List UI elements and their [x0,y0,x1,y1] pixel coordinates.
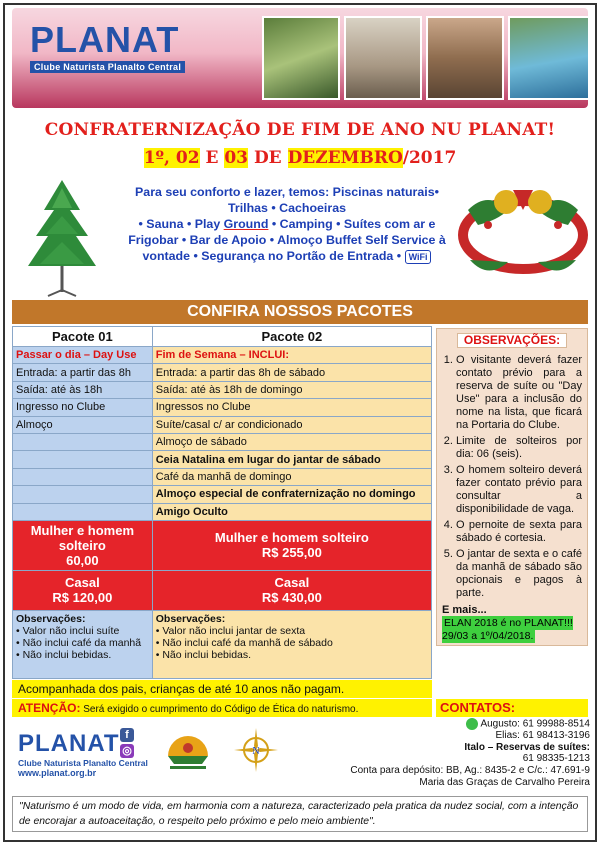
p1-single-price [13,520,153,570]
contact-italo-phone: 61 98335-1213 [522,753,590,765]
date-month: DEZEMBRO [287,148,403,168]
p2-cell: Almoço de sábado [152,433,431,450]
contact-elias: Elias: 61 98413-3196 [495,730,590,742]
list-item: 3. O homem solteiro deverá fazer contato prévio para consultar a disponibilidade de vaga. [456,464,582,516]
photo-waterfall [262,16,340,100]
list-item: 2. Limite de solteiros por dia: 06 (seis). [456,435,582,461]
e-mais-label: E mais... [442,604,487,616]
p1-cell: Saída: até às 18h [13,381,153,398]
atencao-note [12,699,432,717]
facebook-icon[interactable]: f [120,728,134,742]
p1-cell [13,486,153,503]
augusto-phone: Augusto: 61 99988-8514 [480,718,590,730]
naturism-quote: "Naturismo é um modo de vida, em harmonia com a natureza, caracterizado pela pratica da nudez social, com a intenção de encorajar a autoaceitação, o respeito pelo próximo e pelo meio ambiente". [12,796,588,832]
social-icons [120,728,134,758]
p2-cell: Saída: até às 18h de domingo [152,381,431,398]
logo-text: PLANAT [30,19,180,60]
p2-cell: Café da manhã de domingo [152,468,431,485]
christmas-ornaments-icon [458,180,588,285]
date-of: DE [253,148,282,168]
p1-casal-price [13,570,153,610]
elan-highlight: ELAN 2018 é no PLANAT!!! 29/03 a 1º/04/2018. [442,617,573,642]
table-row [13,503,432,520]
p2-cell: Almoço especial de confraternização no domingo [152,486,431,503]
p2-observations [152,610,431,678]
casal-price-value: R$ 430,00 [261,590,322,606]
contacts-block [350,718,590,788]
p1-cell [13,468,153,485]
amenities-line3a: • Sauna • Play [138,217,224,231]
fbn-logo-icon [162,728,214,774]
p1-cell: Almoço [13,416,153,433]
p2-cell: Amigo Oculto [152,503,431,520]
single-price-value: 60,00 [66,552,99,568]
packages-table [12,326,432,679]
contact-italo: Italo – Reservas de suítes: [464,741,590,753]
casal-label: Casal [65,575,100,591]
amenities-items: • Trilhas • Cachoeiras [228,185,439,215]
footer-logo-sub: Clube Naturista Planalto Central [18,758,148,768]
table-row [13,347,432,364]
p2-casal-price [152,570,431,610]
package-2-header: Pacote 02 [152,327,431,347]
footer-logo-text: PLANAT [18,730,120,757]
table-row [13,451,432,468]
amenities-intro: Para seu conforto e lazer, temos: Piscinas naturais [135,185,435,199]
date-days-1: 1º, 02 [143,148,200,168]
p2-cell: Ingressos no Clube [152,399,431,416]
table-row [13,364,432,381]
table-row [13,486,432,503]
p1-cell: Ingresso no Clube [13,399,153,416]
contact-augusto [350,718,590,730]
planat-logo [30,19,185,73]
p2-cell: Ceia Natalina em lugar do jantar de sábado [152,451,431,468]
table-row [13,433,432,450]
table-row [13,381,432,398]
inf-logo-icon [232,726,280,774]
account-holder: Maria das Graças de Carvalho Pereira [419,776,590,788]
casal-price-value: R$ 120,00 [52,590,113,606]
date-and: E [205,148,219,168]
single-label: Mulher e homem solteiro [30,522,135,553]
table-row [13,416,432,433]
casal-label: Casal [274,575,310,591]
p1-cell [13,433,153,450]
date-year: /2017 [402,148,457,168]
list-item: • Valor não inclui jantar de sexta [156,625,428,637]
package-1-header: Pacote 01 [13,327,153,347]
p1-cell [13,503,153,520]
list-item: • Não inclui café da manhã de sábado [156,637,428,649]
deposit-account: Conta para depósito: BB, Ag.: 8435-2 e C/c.: 47.691-9 [350,765,590,777]
atencao-label: ATENÇÃO: [18,701,81,715]
event-title: CONFRATERNIZAÇÃO DE FIM DE ANO NU PLANAT! [44,120,556,140]
list-item: • Não inclui café da manhã [16,637,149,649]
obs-label: Observações: [16,612,86,625]
svg-text:N: N [252,746,260,757]
obs-label: Observações: [155,612,226,625]
p2-cell: Fim de Semana – INCLUI: [152,347,431,364]
amenities-line3b: • Camping • Suítes com ar e Frigobar • Bar de Apoio • Almoço Buffet Self Service à vontade • Segurança no Portão de Entrada • [128,217,446,263]
obs-row [13,610,432,678]
observations-title: OBSERVAÇÕES: [457,333,567,348]
p2-cell: Entrada: a partir das 8h de sábado [152,364,431,381]
date-days-2: 03 [224,148,249,168]
p2-cell: Suíte/casal c/ ar condicionado [152,416,431,433]
contatos-title: CONTATOS: [436,699,588,717]
single-price-value: R$ 255,00 [261,545,322,561]
list-item: • Valor não inclui suíte [16,625,149,637]
photo-restaurant [426,16,504,100]
amenities-playground: Ground [223,217,269,231]
website-link[interactable]: www.planat.org.br [18,768,97,778]
photo-suite [344,16,422,100]
photo-pool [508,16,588,100]
logo-subtitle: Clube Naturista Planalto Central [30,61,185,73]
children-note: Acompanhada dos pais, crianças de até 10 anos não pagam. [12,680,432,698]
atencao-text: Será exigido o cumprimento do Código de Ética do naturismo. [80,704,359,715]
instagram-icon[interactable]: ◎ [120,744,134,758]
list-item: • Não inclui bebidas. [156,649,428,661]
p1-cell: Entrada: a partir das 8h [13,364,153,381]
header-photos [262,16,588,100]
p1-cell: Passar o dia – Day Use [13,347,153,364]
list-item: 1. O visitante deverá fazer contato prévio para a reserva de suíte ou "Day Use" para a inclusão do nome na lista, que ficará na Portaria do Clube. [456,354,582,432]
list-item: 5. O jantar de sexta e o café da manhã de sábado são opcionais e pagos à parte. [456,548,582,600]
p1-observations [13,610,153,678]
event-dates [0,148,600,168]
list-item: • Não inclui bebidas. [16,649,149,661]
packages-section-title: CONFIRA NOSSOS PACOTES [12,300,588,324]
list-item: 4. O pernoite de sexta para sábado é cortesia. [456,519,582,545]
price-row-single [13,520,432,570]
single-label: Mulher e homem solteiro [214,530,369,546]
p2-single-price [152,520,431,570]
table-row [13,399,432,416]
christmas-tree-icon [22,178,102,298]
wifi-icon: WiFi [405,250,432,264]
price-row-casal [13,570,432,610]
observations-box [436,328,588,646]
header-banner [12,8,588,108]
amenities-text [117,184,457,264]
p1-cell [13,451,153,468]
whatsapp-icon [466,718,478,730]
table-row [13,468,432,485]
